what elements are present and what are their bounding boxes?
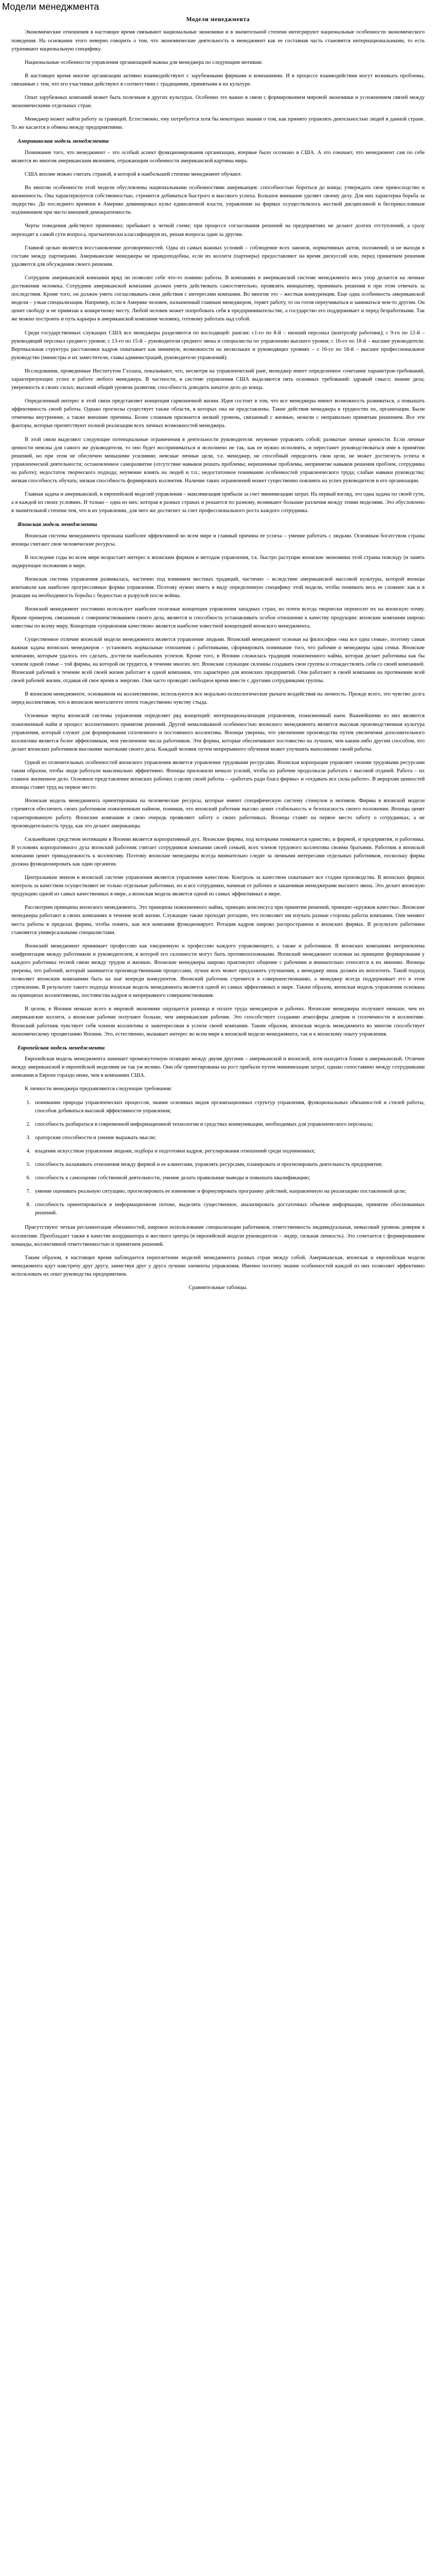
paragraph: Понимание того, что менеджмент – это особый аспект функционирования организации, впервые было осознано в США. А это означает, что менеджмент сам по себе является во многом американским явлением, отражающим особенности американской картины мира. [11,149,425,164]
list-item: 6. способность к самооценке собственной деятельности, умение делать правильные выводы и повышать квалификацию; [32,1174,425,1182]
document-section [11,1044,425,1279]
document-title: Модели менеджмента [186,16,250,23]
paragraph: Японский менеджмент постоянно использует наиболее полезные концепции управления западных стран, но почти всегда творчески переносит их на японскую почву. Ярким примером, связанным с совершенствованием своего дела, является и способность устанавливать особое отношение к качеству продукции: японские компании широко известны по всему миру. Концепция «управления качеством» является наиболее известной концепцией японского менеджмента. [11,606,425,629]
paragraph: Черты поведения действуют применимо; пребывает к четкой схеме; при процессе согласования решений на предприятиях не делают долгих отступлений, а сразу переходят к самой сути вопроса, прагматически классифицируя их, решая вопросы один за другим. [11,223,425,238]
requirements-list [11,1099,425,1218]
paragraph: Японская модель менеджмента ориентирована на человеческие ресурсы, которые имеют специфическую систему стимулов и мотивов. Фирмы в японской модели стремятся обеспечить своих работников пожизненным наймом, понимая, что японский работник высоко ценит стабильность и безопасность своего положения. Японцы ценят гарантированную работу. Японские компании в свою очередь проявляют заботу о своих работниках. Японцы ставят на первое место заботу о сотрудниках, а не производительность труда, как это делают американцы. [11,798,425,829]
paragraph: Сотрудник американской компании вряд ли позволит себе что-то помимо работы. В компаниях в американской системе менеджмента весь упор делается на личные достижения человека. Сотрудник американской компании должен уметь действовать самостоятельно, проявлять инициативу, принимать решения и при этом отвечать за последствия. Кроме того, он должен уметь согласовывать свои действия с интересами компании. Во многом это – жесткая конкуренция. Еще одна особенность американской модели – узкая специализация. Например, если в Америке человек, назначенный главным менеджером, теряет работу, то он готов переучиваться и заниматься чем-то другим. Он ценит свободу и не привязан к конкретному месту. Любой человек может попробовать себя в предпринимательстве, а государство его поддерживает и перед безработными. Так же можно построить и путь карьеры в американской компании человеку, готовому работать над собой. [11,275,425,323]
section-heading: Японская модель менеджмента [18,521,97,528]
list-item: 5. способность налаживать отношения между фирмой и ее клиентами, управлять ресурсами, планировать и прогнозировать деятельность предприятия; [32,1161,425,1169]
paragraph: Во многом особенности этой модели обусловлены национальными особенностями американцев: способностью бороться до конца; утверждать свое превосходство и жизненность. Она характеризуется собственностью, стремится добиваться быстрого и высокого успеха. Большое внимание уделяет своему делу. Для них характерна борьба за лидерство. До последнего времени в Америке доминировал культ единоличной власти, управление на фирмах осуществлялось жесткой дисциплиной и беспрекословным подчинением при чисто внешней демократичности. [11,185,425,216]
paragraph: В японском менеджменте, основанном на коллективизме, используются все морально-психологические рычаги воздействия на личность. Прежде всего, это чувство долга перед коллективом, что в японском менталитете почти тождественно чувству стыда. [11,691,425,706]
document-section [11,28,425,132]
document-section [11,520,425,1038]
list-item: 1. понимание природы управленческих процессов, знание основных видов организационных структур управления, функциональных обязанностей и стилей работы, способов добиваться высокой эффективности управления; [32,1099,425,1115]
list-item: 3. ораторские способности и умение выражать мысли; [32,1134,425,1142]
paragraph: Среди государственных служащих США все менеджеры разделяются по восходящей: рангам: с1-го по 8-й – низший персонал (контролёр работник); с 9-го по 12-й – руководящий персонал среднего уровня; с 13-го по 15-й – руководители среднего звена и специалисты по управлению высшего уровня; с 16-го по 18-й – высшие руководители. Вертикальная структура расстановки кадров охватывает как минимум, возможности на нескольких и руководящих уровнях – с 16-го по 18-й – высшее профессиональное руководство (министры и их заместители, главы администраций, руководители управлений). [11,330,425,361]
paragraph: Японская система менеджмента признана наиболее эффективной во всем мире и главный причина ее успеха – умение работать с людьми. Основным богатством страны японцы считают свои человеческие ресурсы. [11,533,425,547]
paragraph: США вполне можно считать страной, в которой в наибольшей степени менеджмент обучают. [25,172,242,177]
paragraph: Основные черты японской системы управления определяет ряд концепций: интернационализация управления, пожизненный наем. Важнейшими из них являются пожизненный найм и процесс коллективного принятия решений. Другой немаловажной особенностью японского менеджмента является высокая производственная культура управления, который служит для формирования сплоченного и постоянного коллектива. Японцы уверены, что увеличение производства путем увеличения дополнительного коллектива является более эффективным, чем увеличение числа работников. Эти формы, которые обеспечивают постоянство на лучшем, чем каким-либо другим способом, что делает японских работников высокими знатоками своего дела. Каждый человек путем непрерывного обучения может улучшить выполнение своей работы. [11,713,425,752]
paragraph: Сильнейшим средством мотивации в Японии является корпоративный дух. Японские фирмы, под которыми понимается единство, и фирмой, и предприятия, и работника. В условиях корпоративного духа японский работник считает сотрудников компании своей семьей, всех членов трудового коллектива своими братьями. Работник в японской компании ценит принадлежность к коллективу. Поэтому японские менеджеры всегда внимательно следят за личными интересами отдельных работников, поскольку фирма должна функционировать как один организм. [11,836,425,867]
paragraph: В настоящее время многие организации активно взаимодействуют с зарубежными фирмами и компаниями. И в процессе взаимодействия могут возникать проблемы, связанные с тем, что его участники действуют в соответствии с традициями, принятыми в их культуре. [11,73,425,87]
paragraph: Исследования, проведенные Институтом Гэллапа, показывают, что, несмотря на управленческий ранг, менеджер имеет определенное сочетание параметров-требований, характеризующих успех в работе любого менеджера. В частности, в системе управления США выделяются пять основных требований: здравый смысл; знание дела; уверенность в своих силах; высокий общий уровень развития; способность доводить начатое дело до конца. [11,368,425,391]
paragraph: Таким образом, в настоящее время наблюдается переплетение моделей менеджмента разных стран между собой. Американская, японская и европейская модели менеджмента идут навстречу друг другу, заимствуя друг у друга лучшие элементы управления. Именно поэтому знание особенностей каждой из них позволяет эффективно использовать их опыт руководства предприятием. [11,1255,425,1277]
paragraph: К личности менеджера предъявляются следующие требования: [25,1086,172,1092]
document-sections [11,28,425,1279]
footer-note: Сравнительные таблицы. [188,1285,248,1291]
page-header [0,0,436,13]
section-heading: Американская модель менеджмента [18,138,109,145]
list-item: 2. способность разбираться в современной информационной технологии и средствах коммуникации, необходимых для управленческого персонала; [32,1121,425,1129]
document-section [11,137,425,515]
paragraph: Менеджер может найти работу за границей. Естественно, ему потребуется хотя бы некоторых знания о том, как принято управлять деятельностью людей в данной стране. То же касается и обмена между предприятиями. [11,116,425,131]
paragraph: Японская система управления развивалась, частично под влиянием местных традиций, частично – вследствие американской массовой культуры, которой японцы впитывали как наиболее прогрессивные формы управления. Поэтому нужно иметь в виду определенную специфику этой модели, чтобы понимать весь ее сложнее: как и в реакции на необходимость борьбы с бедностью и разрухой после войны. [11,577,425,599]
paragraph: Центральным звеном в японской системе управления является управление качеством. Контроль за качеством охватывает все стадии производства. В японских фирмах контроль за качеством осуществляют не только отдельные работники, но и все сотрудники, начиная от рабочих и заканчивая менеджерами высшего звена. Это делает японскую продукцию одной из самых качественных в мире, а японская модель является одной из самых эффективных в мире. [11,875,425,897]
paragraph: В последние годы во всем мире возрастает интерес к японским фирмам и методам управления, т.к. быстро растущие японские экономики этой страны повсюду (и занять лидирующее положение в мире. [11,554,425,569]
list-item: 4. владение искусством управления людьми, подбора и подготовки кадров, регулирования отношений среди подчиненных; [32,1147,425,1156]
paragraph: Одной из отличительных особенностей японского управления является управление трудовыми ресурсами. Японская корпорация управляет своими трудовыми ресурсами таким образом, чтобы люди работали максимально эффективно. Японцы приложили немало усилий, чтобы их рабочие продолжали работать с высокой отдачей. Работа – их главное жизненное дело. Основное представление японских рабочих о целях своей работы – «работать ради блага фирмы» и «отдавать все силы работе». В иерархии ценностей японцы ставят труд на первое место. [11,759,425,791]
paragraph: Присутствуют четкая регламентация обязанностей, широкое использование специализации работников, ответственность индивидуальная, невысокий уровень доверия в коллективе. Преобладает также в качестве координатора и жесткого центра (в европейской модели руководители – лидер, сильная личность). Это сочетается с формированием команды, коллективной ответственностью и принятием решений. [11,1225,425,1247]
paragraph: Опыт зарубежных компаний может быть полезным в других культурах. Особенно это важно в связи с формированием мировой экономики и усложнением связей между экономическими отдельных стран. [11,95,425,109]
paragraph: Национальные особенности управления организацией важны для менеджера по следующим мотивам: [25,59,263,65]
paragraph: Главная задача и американской, и европейской моделей управления – максимизация прибыли за счет минимизации затрат. На первый взгляд, это одна задача по своей сути, а в каждой из своих условиях. И только – одна из них: которая в разных странах и решается по разному, возникают большие различия между этими моделями. Это обусловлено в значительной степени тем, что в их управлении, для чего же достигнет за счет профессионального роста каждого сотрудника. [11,492,425,514]
paragraph: Главной целью является восстановление договоренностей. Одна из самых важных условий – соблюдение всех законов, нормативных актов, положений, и не выходя в составе между партнерами. Американские менеджеры не правдоподобны, если их коллеги (партнеры) предоставляют на время дискуссий или, перед принятием решения удаляются для обсуждения своего решения. [11,245,425,267]
paragraph: В целом, в Японии меньше всего в мировой экономике ощущается разница в оплате труда менеджеров и рабочих. Японские менеджеры получают меньше, чем их американские коллеги, а японские рабочие получают больше, чем американские рабочие. Это способствует созданию атмосферы доверия и сплоченности в коллективе. Японский работник чувствует себя членом коллектива и заинтересован в успехе своей компании. Таким образом, японская модель менеджмента во многом способствует экономическому процветанию Японии. Это, естественно, вызывает интерес во всем мире к японской модели менеджмента, так и к японскому опыту управления. [11,1006,425,1037]
document-body [0,13,436,1304]
page-header-title: Модели менеджмента [2,1,99,12]
paragraph: Определенный интерес в этой связи представляет концепция гармоничной жизни. Идея состоит в том, что все менеджеры имеют возможность развиваться, а повышать эффективность своей работы. Однако прогнозы существует также области, в которых она не представлены. Такие действия менеджера в трудностях их, организации. Были отмечены внутренние, а также внешние причины. Более сложным признается низкий уровень, связанный с жизнью, нежели с неправильно принятым решением. Все эти факторы, которые препятствуют полной реализации всех личных возможностей менеджера. [11,398,425,429]
paragraph: Экономические отношения в настоящее время связывают национальные экономики и в значительной степени интегрируют национальные особенности экономического поведения. На основании этого неверно говорить о том, что экономические деятельность и менеджмент как ее составная часть становятся интернациональными, то есть утрачивают национальную специфику. [11,29,425,52]
section-heading: Европейская модель менеджмента [18,1044,105,1051]
paragraph: Рассмотрим принципы японского менеджмента. Это принципы пожизненного найма, принцип консенсуса при принятии решений, принцип «кружков качества». Японские менеджеры работают в своих компаниях в течение всей жизни. Служащие также проходят ротацию, что позволяет им изучать разные стороны работы компании. Они меняют места работы в пределах фирмы, чтобы понять, как вся компания функционирует. Ротация кадров широко распространена в японских фирмах. В результате работники становятся универсальными специалистами. [11,905,425,936]
list-item: 7. умение оценивать реальную ситуацию, прогнозировать ее изменение и формулировать программу действий, направленную на реализацию поставленной цели; [32,1188,425,1196]
paragraph: Существенное отличие японской модели менеджмента является управление людьми. Японский менеджмент основан на философии «мы все одна семья», поэтому самая важная задача японских менеджеров – установить нормальные отношения с работниками, сформировать понимание того, что рабочие и менеджеры одна семья. Японские компании, которым удалось это сделать, достигли наибольших успехов. Кроме того, в Японии сложилась традиция пожизненного найма, которая делает работника как бы членом одной семьи – той фирмы, на которой он трудится, в течение многих лет. Японские служащие склонны создавать свои группы и отождествлять себя со своей компанией. Японский рабочий в течение всей своей жизни работает в одной компании, что характерно для японских предприятий. Они работают в своей компании на протяжении всей своей рабочей жизни, отдавая ей свое время и энергию. Они часто проводят свободное время вместе с другими сотрудниками группы. [11,636,425,684]
paragraph: Японский менеджмент принимает профессию как ежедневную и профессию каждого управляющего, а также и работников. В японских компаниях неприемлема конфронтация между работником и руководителем, в которой его склонности могут быть противоположными. Японский менеджмент основан на принципе формирования у каждого работника тесной связи между трудом и жизнью. Японские менеджеры широко практикуют общение с рабочими и внимательно относятся к их мнению. Японцы уверены, что рабочий, который занимается производственными процессами, лучше всех может предложить улучшения, а менеджер лишь должен их воплотить. Такой подход позволяет японским компаниям быть на шаг впереди конкурентов. Японский работник стремится к совершенствованию, а менеджер всегда поддерживает его в этом стремлении. В результате такого подхода японская модель менеджмента является одной из самых эффективных в мире. Таким образом, японская модель управления основана на принципах коллективизма, постоянства кадров и непрерывного совершенствования. [11,943,425,999]
paragraph: В этой связи выделяют следующие потенциальные ограничения в деятельности руководителя: неумение управлять собой; размытые личные ценности. Если личные ценности неясны для самого же руководителя, то оно будет восприниматься и исполнено не так, как ее нужно исполнять, и перестанет руководствоваться ими в принятии решений, но при этом не обеспечен меньшими усилиями; неясные личные цели, т.е. менеджер, не способный определить свои цели, не может достигнуть успеха в управленческой деятельности; остановленное саморазвитие (отсутствие навыков решать проблемы; нерешенные проблемы, непринятие навыков решения проблем, сотрудника на работе); недостаток творческого подхода; неумение влиять на людей и т.п.; недостаточное понимание особенностей управленческого труда; слабые навыки руководства; низкая способность обучать; низкая способность формировать коллектив. Наличие таких ограничений может существенно повлиять на успех руководителя и его организации. [11,436,425,484]
list-item: 8. способность ориентироваться в информационном потоке, выделять существенное, анализировать достаточных объемов информации, принятие обоснованных решений. [32,1201,425,1217]
paragraph: Европейская модель менеджмента занимает промежуточную позицию между двумя другими – американской и японской, хотя находится ближе к американской. Отличие между американской и европейской моделями не так уж велико. Они обе ориентированы на рост прибыли путем минимизации затрат, однако сопоставимо между сотрудниками компании в Европе гораздо ниже, чем в компаниях США. [11,1056,425,1079]
